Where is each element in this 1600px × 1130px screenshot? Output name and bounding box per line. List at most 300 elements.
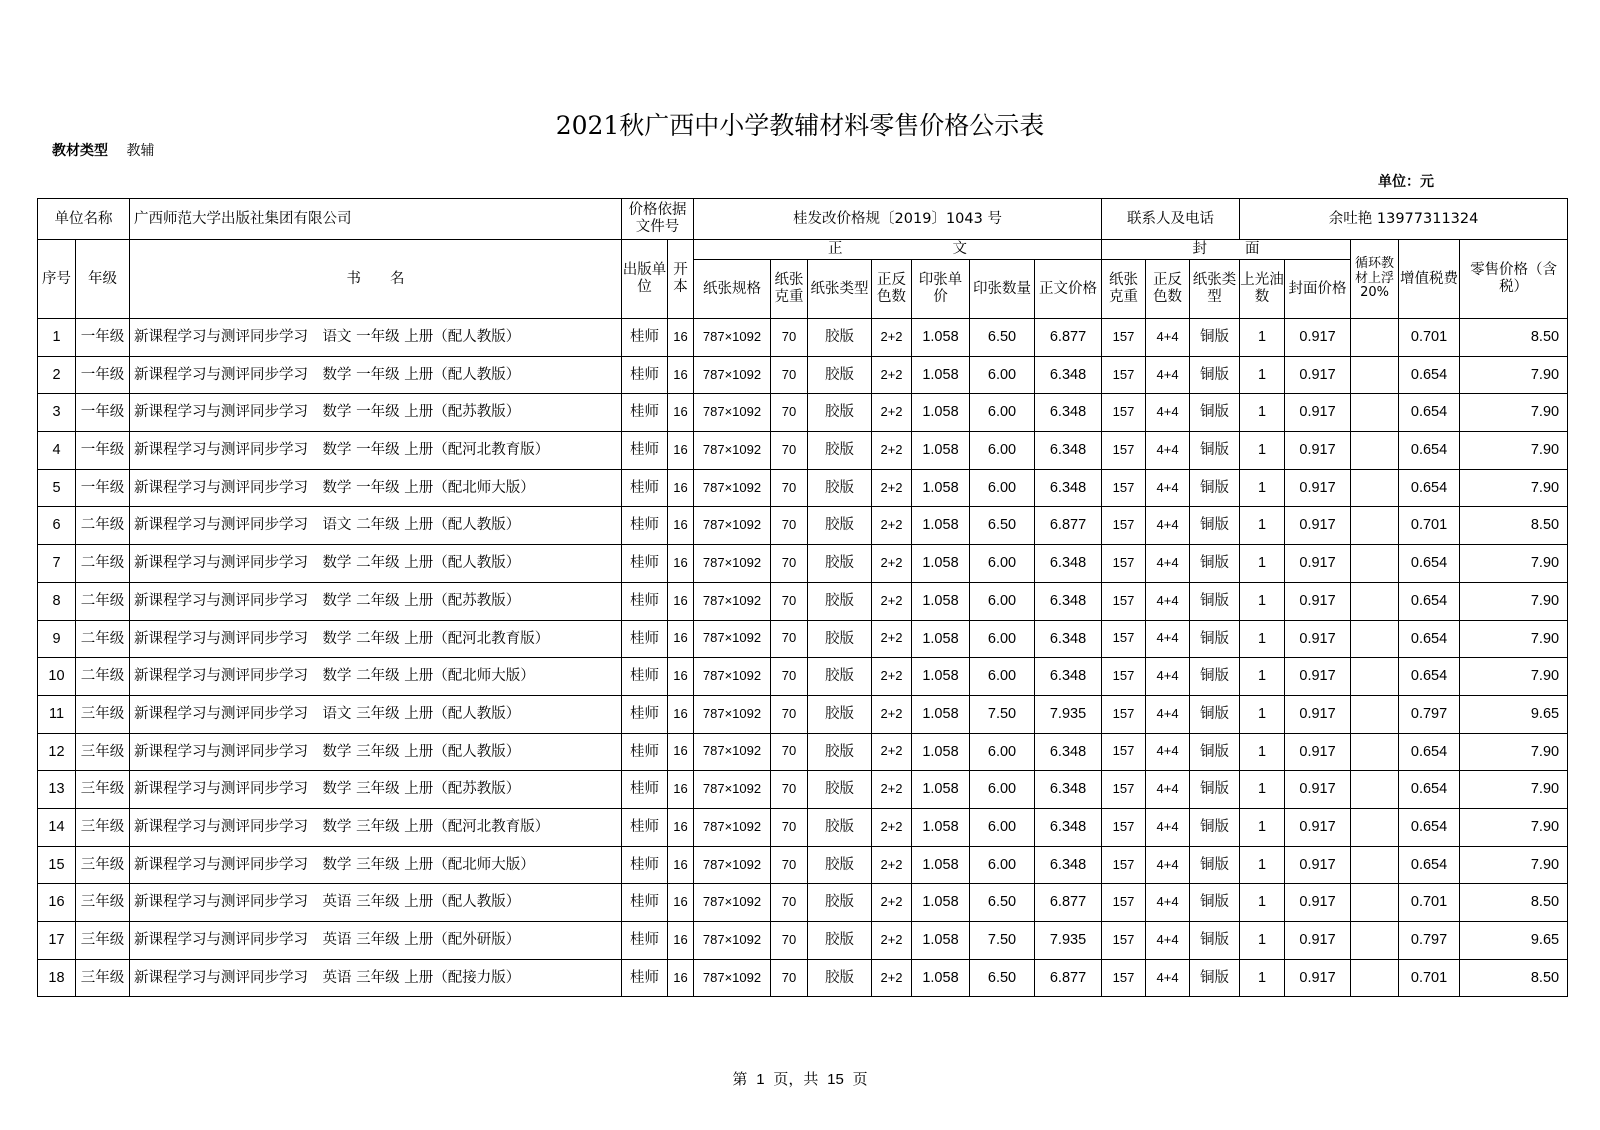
contact-value: 余吐艳 13977311324: [1240, 199, 1568, 240]
cell-sheet-price: 1.058: [912, 319, 970, 357]
cell-seq: 17: [38, 922, 76, 960]
cell-seq: 9: [38, 620, 76, 658]
cell-sheet-count: 7.50: [970, 695, 1035, 733]
cell-cover-type: 铜版: [1190, 620, 1240, 658]
cell-grade: 一年级: [76, 319, 130, 357]
cell-cover-colors: 4+4: [1146, 394, 1190, 432]
cell-cover-colors: 4+4: [1146, 319, 1190, 357]
cell-colors: 2+2: [872, 733, 912, 771]
cell-colors: 2+2: [872, 959, 912, 997]
cell-paper-size: 787×1092: [694, 808, 771, 846]
cell-sheet-count: 6.00: [970, 771, 1035, 809]
cell-gloss: 1: [1240, 507, 1285, 545]
cell-paper-weight: 70: [771, 733, 808, 771]
cell-cover-weight: 157: [1102, 959, 1146, 997]
table-row: [38, 507, 1568, 545]
cell-book: 新课程学习与测评同步学习 数学 一年级 上册（配人教版）: [130, 356, 622, 394]
cell-cover-price: 0.917: [1285, 695, 1351, 733]
cell-cover-weight: 157: [1102, 846, 1146, 884]
cell-paper-size: 787×1092: [694, 959, 771, 997]
cell-sheet-count: 6.00: [970, 658, 1035, 696]
cell-format: 16: [668, 846, 694, 884]
cell-body-price: 6.348: [1035, 658, 1102, 696]
cell-book: 新课程学习与测评同步学习 英语 三年级 上册（配人教版）: [130, 884, 622, 922]
cell-gloss: 1: [1240, 545, 1285, 583]
cell-format: 16: [668, 884, 694, 922]
cell-recycle: [1351, 884, 1399, 922]
table-row: [38, 771, 1568, 809]
unit-label: 单位：元: [1378, 174, 1434, 190]
cell-retail: 7.90: [1460, 356, 1568, 394]
cell-cover-type: 铜版: [1190, 733, 1240, 771]
cell-paper-type: 胶版: [808, 846, 872, 884]
cell-body-price: 6.348: [1035, 545, 1102, 583]
cell-vat: 0.654: [1399, 394, 1460, 432]
cell-seq: 2: [38, 356, 76, 394]
footer-suffix: 页: [852, 1070, 868, 1088]
cell-recycle: [1351, 356, 1399, 394]
cell-recycle: [1351, 695, 1399, 733]
cell-body-price: 7.935: [1035, 922, 1102, 960]
cell-seq: 15: [38, 846, 76, 884]
cell-retail: 7.90: [1460, 733, 1568, 771]
cell-vat: 0.654: [1399, 808, 1460, 846]
page-title: 2021秋广西中小学教辅材料零售价格公示表: [555, 111, 1045, 140]
table-row: [38, 432, 1568, 470]
cell-cover-type: 铜版: [1190, 771, 1240, 809]
cell-gloss: 1: [1240, 733, 1285, 771]
cell-publisher: 桂师: [622, 319, 668, 357]
cell-gloss: 1: [1240, 620, 1285, 658]
cell-cover-colors: 4+4: [1146, 507, 1190, 545]
cell-sheet-count: 6.00: [970, 846, 1035, 884]
cell-seq: 8: [38, 582, 76, 620]
col-cover-colors: 正反色数: [1146, 260, 1190, 319]
cell-gloss: 1: [1240, 846, 1285, 884]
cell-cover-price: 0.917: [1285, 620, 1351, 658]
cell-paper-type: 胶版: [808, 808, 872, 846]
cell-paper-weight: 70: [771, 394, 808, 432]
cell-publisher: 桂师: [622, 658, 668, 696]
cell-cover-type: 铜版: [1190, 846, 1240, 884]
cell-grade: 三年级: [76, 884, 130, 922]
cell-sheet-count: 6.50: [970, 319, 1035, 357]
cell-gloss: 1: [1240, 695, 1285, 733]
cell-grade: 三年级: [76, 846, 130, 884]
col-retail: 零售价格（含税）: [1460, 240, 1568, 319]
cell-gloss: 1: [1240, 394, 1285, 432]
cell-cover-type: 铜版: [1190, 959, 1240, 997]
cell-publisher: 桂师: [622, 582, 668, 620]
cell-retail: 7.90: [1460, 394, 1568, 432]
cell-format: 16: [668, 582, 694, 620]
cell-cover-colors: 4+4: [1146, 846, 1190, 884]
cell-format: 16: [668, 808, 694, 846]
cell-publisher: 桂师: [622, 469, 668, 507]
cell-body-price: 6.877: [1035, 319, 1102, 357]
cell-cover-colors: 4+4: [1146, 582, 1190, 620]
cell-gloss: 1: [1240, 959, 1285, 997]
cell-book: 新课程学习与测评同步学习 数学 三年级 上册（配人教版）: [130, 733, 622, 771]
cell-publisher: 桂师: [622, 846, 668, 884]
cell-cover-type: 铜版: [1190, 507, 1240, 545]
col-publisher: 出版单位: [622, 240, 668, 319]
cell-seq: 13: [38, 771, 76, 809]
cell-paper-weight: 70: [771, 846, 808, 884]
cell-paper-type: 胶版: [808, 922, 872, 960]
cell-retail: 7.90: [1460, 545, 1568, 583]
cell-retail: 9.65: [1460, 695, 1568, 733]
footer-mid: 页，共: [773, 1070, 819, 1088]
cell-paper-weight: 70: [771, 771, 808, 809]
cell-seq: 3: [38, 394, 76, 432]
col-body-paper-type: 纸张类型: [808, 260, 872, 319]
cell-retail: 8.50: [1460, 319, 1568, 357]
table-body: [38, 319, 1568, 997]
cell-colors: 2+2: [872, 808, 912, 846]
cell-vat: 0.797: [1399, 922, 1460, 960]
cell-seq: 12: [38, 733, 76, 771]
cell-cover-price: 0.917: [1285, 733, 1351, 771]
cell-cover-type: 铜版: [1190, 658, 1240, 696]
material-type-row: [52, 140, 154, 160]
cell-grade: 一年级: [76, 469, 130, 507]
cell-recycle: [1351, 733, 1399, 771]
cell-paper-size: 787×1092: [694, 432, 771, 470]
cell-cover-price: 0.917: [1285, 469, 1351, 507]
cell-body-price: 6.348: [1035, 432, 1102, 470]
cell-book: 新课程学习与测评同步学习 数学 三年级 上册（配北师大版）: [130, 846, 622, 884]
cell-grade: 二年级: [76, 545, 130, 583]
table-row: [38, 620, 1568, 658]
footer-page-number: 1: [756, 1071, 765, 1088]
cell-grade: 三年级: [76, 808, 130, 846]
cell-sheet-count: 6.50: [970, 507, 1035, 545]
cell-sheet-count: 6.00: [970, 808, 1035, 846]
cell-paper-size: 787×1092: [694, 658, 771, 696]
cell-body-price: 6.348: [1035, 808, 1102, 846]
cell-sheet-price: 1.058: [912, 808, 970, 846]
col-cover-price: 封面价格: [1285, 260, 1351, 319]
cell-retail: 7.90: [1460, 658, 1568, 696]
cell-format: 16: [668, 469, 694, 507]
price-table: [37, 198, 1568, 997]
cell-cover-price: 0.917: [1285, 319, 1351, 357]
cell-format: 16: [668, 356, 694, 394]
cell-body-price: 6.348: [1035, 356, 1102, 394]
cell-gloss: 1: [1240, 808, 1285, 846]
cell-paper-type: 胶版: [808, 884, 872, 922]
cell-vat: 0.701: [1399, 884, 1460, 922]
table-row: [38, 922, 1568, 960]
col-gloss: 上光油数: [1240, 260, 1285, 319]
cell-gloss: 1: [1240, 658, 1285, 696]
cell-sheet-price: 1.058: [912, 620, 970, 658]
cell-format: 16: [668, 507, 694, 545]
cell-recycle: [1351, 620, 1399, 658]
cell-format: 16: [668, 695, 694, 733]
cell-sheet-count: 6.00: [970, 545, 1035, 583]
cell-colors: 2+2: [872, 771, 912, 809]
cell-body-price: 6.348: [1035, 733, 1102, 771]
table-row: [38, 658, 1568, 696]
cell-grade: 三年级: [76, 695, 130, 733]
cell-publisher: 桂师: [622, 507, 668, 545]
cell-cover-type: 铜版: [1190, 922, 1240, 960]
cell-gloss: 1: [1240, 356, 1285, 394]
cell-format: 16: [668, 922, 694, 960]
cell-book: 新课程学习与测评同步学习 数学 一年级 上册（配苏教版）: [130, 394, 622, 432]
cell-sheet-count: 7.50: [970, 922, 1035, 960]
cell-book: 新课程学习与测评同步学习 语文 一年级 上册（配人教版）: [130, 319, 622, 357]
cell-paper-weight: 70: [771, 658, 808, 696]
cell-retail: 7.90: [1460, 620, 1568, 658]
cell-retail: 7.90: [1460, 432, 1568, 470]
cell-sheet-price: 1.058: [912, 432, 970, 470]
table-row: [38, 394, 1568, 432]
cell-cover-type: 铜版: [1190, 356, 1240, 394]
col-book: 书 名: [130, 240, 622, 319]
cell-colors: 2+2: [872, 922, 912, 960]
cell-colors: 2+2: [872, 846, 912, 884]
cell-vat: 0.654: [1399, 620, 1460, 658]
cell-colors: 2+2: [872, 507, 912, 545]
cell-paper-size: 787×1092: [694, 582, 771, 620]
table-row: [38, 808, 1568, 846]
contact-label: 联系人及电话: [1102, 199, 1240, 240]
cell-recycle: [1351, 808, 1399, 846]
cell-cover-type: 铜版: [1190, 545, 1240, 583]
cell-paper-size: 787×1092: [694, 507, 771, 545]
unit-name-value: 广西师范大学出版社集团有限公司: [130, 199, 622, 240]
cell-publisher: 桂师: [622, 959, 668, 997]
cell-publisher: 桂师: [622, 545, 668, 583]
cell-colors: 2+2: [872, 658, 912, 696]
cell-recycle: [1351, 469, 1399, 507]
table-row: [38, 319, 1568, 357]
cell-cover-price: 0.917: [1285, 959, 1351, 997]
cell-retail: 7.90: [1460, 808, 1568, 846]
col-body-paper-size: 纸张规格: [694, 260, 771, 319]
cell-paper-weight: 70: [771, 319, 808, 357]
cell-paper-size: 787×1092: [694, 620, 771, 658]
cell-sheet-price: 1.058: [912, 884, 970, 922]
cell-recycle: [1351, 507, 1399, 545]
cell-paper-type: 胶版: [808, 319, 872, 357]
cell-body-price: 6.877: [1035, 884, 1102, 922]
cell-grade: 三年级: [76, 733, 130, 771]
cell-format: 16: [668, 620, 694, 658]
cell-paper-size: 787×1092: [694, 846, 771, 884]
cell-paper-type: 胶版: [808, 394, 872, 432]
cell-retail: 7.90: [1460, 771, 1568, 809]
cell-paper-size: 787×1092: [694, 771, 771, 809]
cell-seq: 1: [38, 319, 76, 357]
cell-colors: 2+2: [872, 620, 912, 658]
cell-paper-type: 胶版: [808, 469, 872, 507]
cell-paper-weight: 70: [771, 959, 808, 997]
cell-body-price: 6.348: [1035, 620, 1102, 658]
cell-body-price: 7.935: [1035, 695, 1102, 733]
basis-label: 价格依据文件号: [622, 199, 694, 240]
col-cover-paper-type: 纸张类型: [1190, 260, 1240, 319]
cell-recycle: [1351, 846, 1399, 884]
cell-book: 新课程学习与测评同步学习 数学 三年级 上册（配苏教版）: [130, 771, 622, 809]
cell-sheet-price: 1.058: [912, 771, 970, 809]
cell-recycle: [1351, 319, 1399, 357]
cell-recycle: [1351, 658, 1399, 696]
basis-value: 桂发改价格规〔2019〕1043 号: [694, 199, 1102, 240]
cell-grade: 三年级: [76, 771, 130, 809]
cell-publisher: 桂师: [622, 884, 668, 922]
cell-retail: 7.90: [1460, 469, 1568, 507]
cell-paper-weight: 70: [771, 808, 808, 846]
cell-gloss: 1: [1240, 771, 1285, 809]
cell-vat: 0.797: [1399, 695, 1460, 733]
cell-vat: 0.654: [1399, 432, 1460, 470]
cell-cover-colors: 4+4: [1146, 771, 1190, 809]
cell-cover-price: 0.917: [1285, 507, 1351, 545]
table-row: [38, 959, 1568, 997]
cell-retail: 8.50: [1460, 959, 1568, 997]
cell-book: 新课程学习与测评同步学习 数学 二年级 上册（配人教版）: [130, 545, 622, 583]
cell-cover-weight: 157: [1102, 922, 1146, 960]
cell-cover-colors: 4+4: [1146, 658, 1190, 696]
col-group-body: 正文: [694, 240, 1102, 260]
cell-paper-type: 胶版: [808, 432, 872, 470]
cell-recycle: [1351, 545, 1399, 583]
cell-vat: 0.654: [1399, 356, 1460, 394]
cell-cover-price: 0.917: [1285, 922, 1351, 960]
cell-paper-size: 787×1092: [694, 356, 771, 394]
cell-cover-weight: 157: [1102, 658, 1146, 696]
footer-prefix: 第: [732, 1070, 748, 1088]
cell-sheet-count: 6.50: [970, 884, 1035, 922]
cell-cover-colors: 4+4: [1146, 808, 1190, 846]
cell-retail: 8.50: [1460, 884, 1568, 922]
cell-gloss: 1: [1240, 319, 1285, 357]
cell-sheet-price: 1.058: [912, 658, 970, 696]
cell-cover-price: 0.917: [1285, 394, 1351, 432]
cell-publisher: 桂师: [622, 771, 668, 809]
cell-recycle: [1351, 771, 1399, 809]
cell-cover-type: 铜版: [1190, 884, 1240, 922]
cell-publisher: 桂师: [622, 394, 668, 432]
cell-book: 新课程学习与测评同步学习 英语 三年级 上册（配接力版）: [130, 959, 622, 997]
cell-gloss: 1: [1240, 884, 1285, 922]
cell-format: 16: [668, 733, 694, 771]
table-row: [38, 695, 1568, 733]
col-body-price: 正文价格: [1035, 260, 1102, 319]
cell-cover-weight: 157: [1102, 808, 1146, 846]
cell-seq: 11: [38, 695, 76, 733]
cell-seq: 10: [38, 658, 76, 696]
cell-colors: 2+2: [872, 356, 912, 394]
cell-retail: 8.50: [1460, 507, 1568, 545]
cell-format: 16: [668, 771, 694, 809]
cell-cover-type: 铜版: [1190, 432, 1240, 470]
col-body-paper-weight: 纸张克重: [771, 260, 808, 319]
cell-seq: 6: [38, 507, 76, 545]
cell-cover-type: 铜版: [1190, 394, 1240, 432]
cell-seq: 7: [38, 545, 76, 583]
cell-cover-weight: 157: [1102, 469, 1146, 507]
cell-publisher: 桂师: [622, 922, 668, 960]
cell-body-price: 6.348: [1035, 469, 1102, 507]
cell-vat: 0.701: [1399, 319, 1460, 357]
cell-format: 16: [668, 658, 694, 696]
cell-sheet-price: 1.058: [912, 356, 970, 394]
cell-body-price: 6.877: [1035, 507, 1102, 545]
col-seq: 序号: [38, 240, 76, 319]
col-vat: 增值税费: [1399, 240, 1460, 319]
cell-sheet-price: 1.058: [912, 733, 970, 771]
cell-paper-type: 胶版: [808, 620, 872, 658]
cell-format: 16: [668, 319, 694, 357]
cell-paper-type: 胶版: [808, 545, 872, 583]
cell-colors: 2+2: [872, 394, 912, 432]
cell-paper-weight: 70: [771, 469, 808, 507]
cell-cover-colors: 4+4: [1146, 884, 1190, 922]
col-recycle: 循环教材上浮20%: [1351, 240, 1399, 319]
cell-recycle: [1351, 432, 1399, 470]
cell-colors: 2+2: [872, 432, 912, 470]
cell-cover-colors: 4+4: [1146, 620, 1190, 658]
cell-cover-weight: 157: [1102, 733, 1146, 771]
cell-seq: 14: [38, 808, 76, 846]
cell-book: 新课程学习与测评同步学习 语文 三年级 上册（配人教版）: [130, 695, 622, 733]
cell-recycle: [1351, 394, 1399, 432]
cell-sheet-price: 1.058: [912, 582, 970, 620]
cell-cover-weight: 157: [1102, 620, 1146, 658]
cell-cover-price: 0.917: [1285, 582, 1351, 620]
cell-cover-weight: 157: [1102, 884, 1146, 922]
cell-paper-type: 胶版: [808, 771, 872, 809]
table-row: [38, 545, 1568, 583]
cell-seq: 16: [38, 884, 76, 922]
cell-seq: 5: [38, 469, 76, 507]
cell-seq: 4: [38, 432, 76, 470]
cell-gloss: 1: [1240, 432, 1285, 470]
cell-cover-weight: 157: [1102, 507, 1146, 545]
footer-total-pages: 15: [827, 1071, 844, 1088]
cell-grade: 二年级: [76, 582, 130, 620]
cell-grade: 二年级: [76, 620, 130, 658]
cell-cover-type: 铜版: [1190, 319, 1240, 357]
cell-cover-weight: 157: [1102, 771, 1146, 809]
cell-colors: 2+2: [872, 319, 912, 357]
group-header-row: [38, 240, 1568, 260]
cell-sheet-count: 6.00: [970, 733, 1035, 771]
cell-book: 新课程学习与测评同步学习 数学 一年级 上册（配河北教育版）: [130, 432, 622, 470]
cell-gloss: 1: [1240, 922, 1285, 960]
cell-paper-weight: 70: [771, 432, 808, 470]
cell-format: 16: [668, 394, 694, 432]
cell-paper-size: 787×1092: [694, 545, 771, 583]
cell-retail: 7.90: [1460, 582, 1568, 620]
cell-cover-type: 铜版: [1190, 469, 1240, 507]
cell-recycle: [1351, 959, 1399, 997]
cell-paper-type: 胶版: [808, 356, 872, 394]
cell-cover-colors: 4+4: [1146, 469, 1190, 507]
cell-cover-colors: 4+4: [1146, 545, 1190, 583]
cell-paper-type: 胶版: [808, 582, 872, 620]
cell-paper-size: 787×1092: [694, 884, 771, 922]
cell-colors: 2+2: [872, 884, 912, 922]
cell-format: 16: [668, 959, 694, 997]
cell-paper-size: 787×1092: [694, 469, 771, 507]
cell-paper-type: 胶版: [808, 959, 872, 997]
